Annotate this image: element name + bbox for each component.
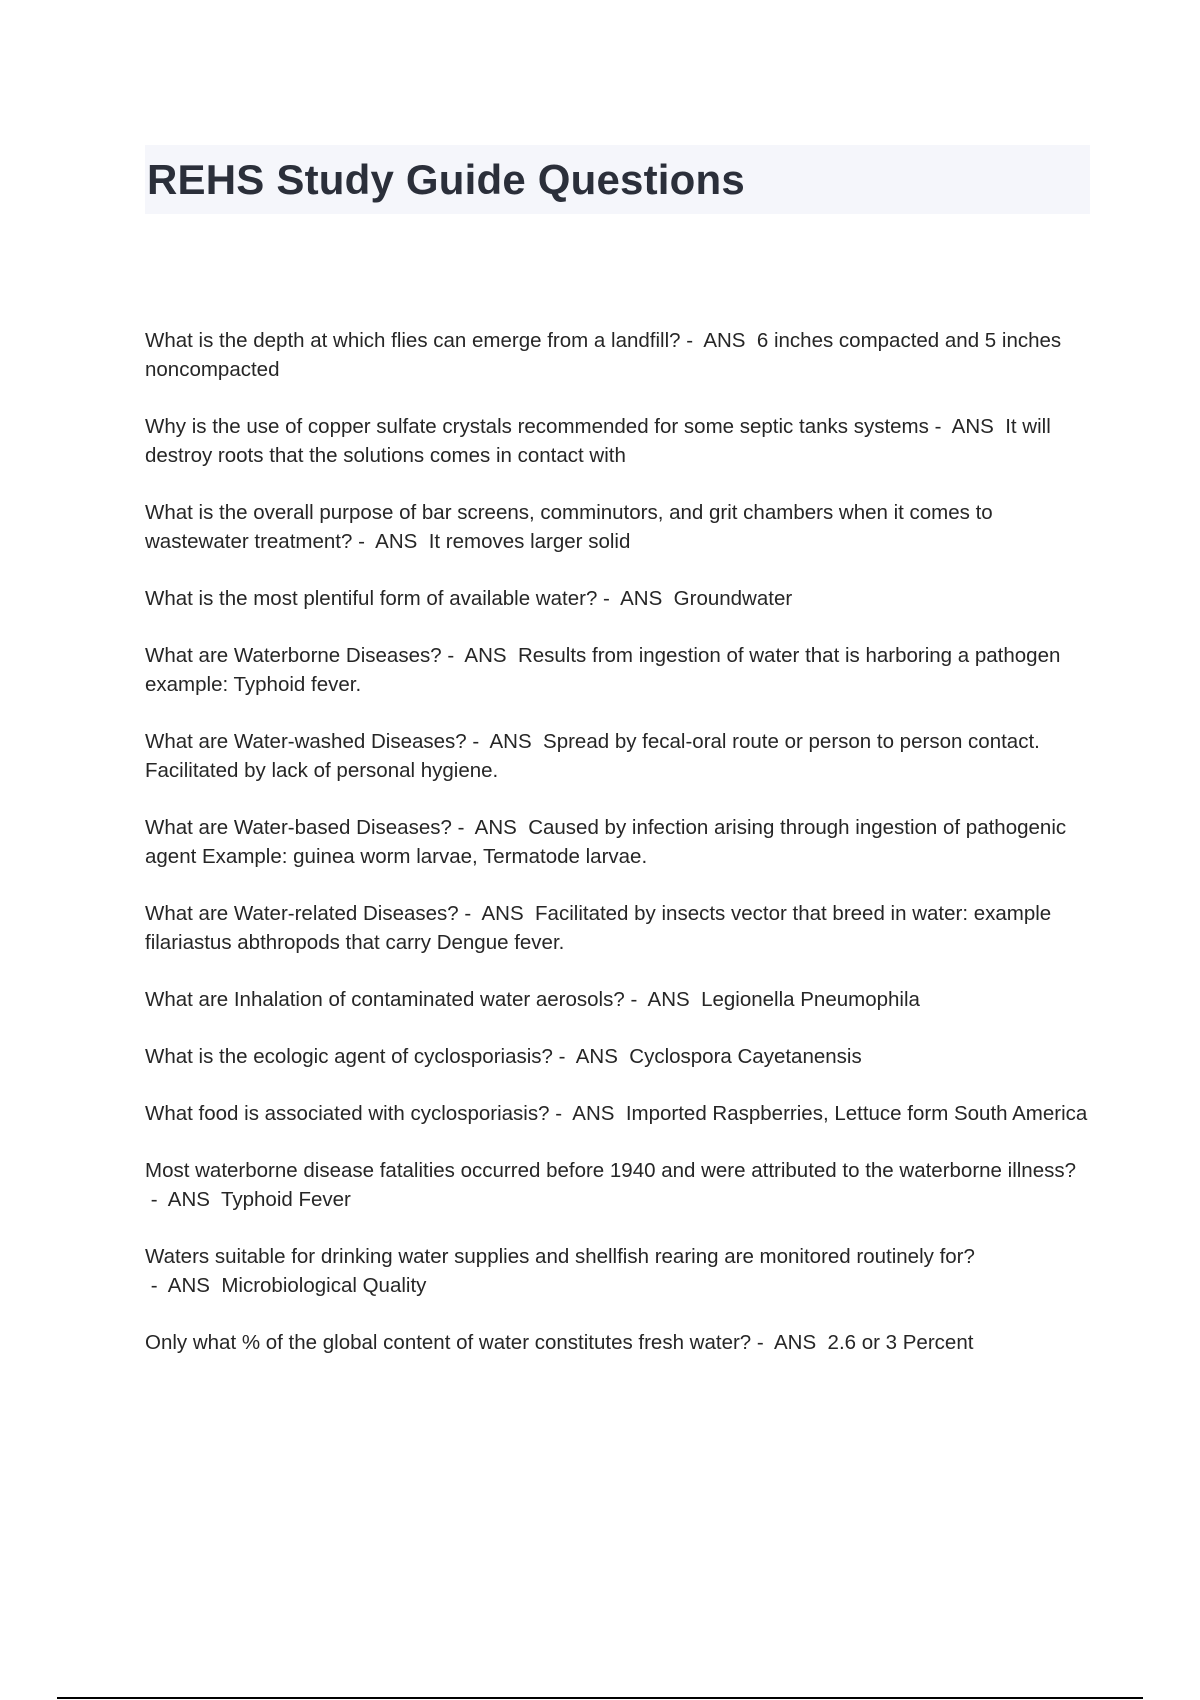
- answer-separator: - ANS: [751, 1331, 828, 1354]
- answer-text: It removes larger solid: [428, 530, 631, 553]
- answer-separator: - ANS: [352, 530, 429, 553]
- qa-item-1: [145, 326, 1095, 384]
- answer-text: Results from ingestion of water that is harboring a pathogen example: Typhoid fever.: [145, 644, 1061, 696]
- qa-item-9: [145, 985, 1095, 1014]
- question-text: What are Water-washed Diseases?: [145, 730, 467, 753]
- answer-separator: - ANS: [928, 415, 1006, 438]
- answer-text: Typhoid Fever: [220, 1188, 351, 1211]
- qa-item-4: [145, 584, 1095, 613]
- answer-separator: - ANS: [552, 1045, 630, 1068]
- document-title: REHS Study Guide Questions: [147, 155, 745, 203]
- qa-item-3: [145, 498, 1095, 556]
- answer-text: Legionella Pneumophila: [701, 988, 920, 1011]
- answer-text: Cyclospora Cayetanensis: [629, 1045, 862, 1068]
- answer-text: It will destroy roots that the solutions comes in contact with: [145, 415, 1051, 467]
- answer-text: Microbiological Quality: [221, 1274, 427, 1297]
- question-text: Most waterborne disease fatalities occurred before 1940 and were attributed to the waterborne illness?: [145, 1159, 1077, 1182]
- answer-separator: - ANS: [549, 1102, 626, 1125]
- answer-separator: - ANS: [597, 587, 674, 610]
- question-text: What are Water-based Diseases?: [145, 816, 452, 839]
- question-text: Only what % of the global content of water constitutes fresh water?: [145, 1331, 752, 1354]
- question-text: What are Inhalation of contaminated water aerosols?: [145, 988, 625, 1011]
- qa-item-14: [145, 1328, 1095, 1357]
- qa-item-11: [145, 1099, 1095, 1128]
- qa-item-8: [145, 899, 1095, 957]
- answer-separator: - ANS: [458, 902, 536, 925]
- answer-separator: - ANS: [145, 1274, 222, 1297]
- answer-separator: - ANS: [624, 988, 702, 1011]
- question-text: What is the most plentiful form of available water?: [145, 587, 598, 610]
- question-text: What is the overall purpose of bar screens, comminutors, and grit chambers when it comes to wastewater treatment?: [145, 501, 993, 553]
- answer-text: Spread by fecal-oral route or person to person contact. Facilitated by lack of personal hygiene.: [145, 730, 1040, 782]
- qa-item-5: [145, 641, 1095, 699]
- question-text: Waters suitable for drinking water supplies and shellfish rearing are monitored routinely for?: [145, 1245, 975, 1268]
- qa-item-6: [145, 727, 1095, 785]
- question-text: What are Waterborne Diseases?: [145, 644, 442, 667]
- answer-text: Caused by infection arising through ingestion of pathogenic agent Example: guinea worm larvae, Termatode larvae.: [145, 816, 1067, 868]
- answer-separator: - ANS: [680, 329, 757, 352]
- qa-item-7: [145, 813, 1095, 871]
- answer-text: 2.6 or 3 Percent: [827, 1331, 974, 1354]
- question-text: What is the depth at which flies can emerge from a landfill?: [145, 329, 681, 352]
- footer-divider: [57, 1697, 1143, 1699]
- qa-item-2: [145, 412, 1095, 470]
- answer-text: Facilitated by insects vector that breed in water: example filariastus abthropods that carry Dengue fever.: [145, 902, 1052, 954]
- question-text: What are Water-related Diseases?: [145, 902, 459, 925]
- question-text: Why is the use of copper sulfate crystals recommended for some septic tanks systems: [145, 415, 929, 438]
- question-text: What is the ecologic agent of cyclosporiasis?: [145, 1045, 553, 1068]
- question-text: What food is associated with cyclosporiasis?: [145, 1102, 550, 1125]
- qa-item-13: [145, 1242, 1095, 1300]
- answer-separator: - ANS: [466, 730, 544, 753]
- answer-text: Groundwater: [673, 587, 793, 610]
- answer-separator: - ANS: [441, 644, 518, 667]
- answer-separator: - ANS: [145, 1188, 221, 1211]
- title-banner: [145, 145, 1090, 214]
- answer-separator: - ANS: [451, 816, 529, 839]
- question-answer-list: [145, 326, 1095, 1385]
- qa-item-12: [145, 1156, 1095, 1214]
- answer-text: 6 inches compacted and 5 inches noncompacted: [145, 329, 1062, 381]
- answer-text: Imported Raspberries, Lettuce form South America: [625, 1102, 1088, 1125]
- qa-item-10: [145, 1042, 1095, 1071]
